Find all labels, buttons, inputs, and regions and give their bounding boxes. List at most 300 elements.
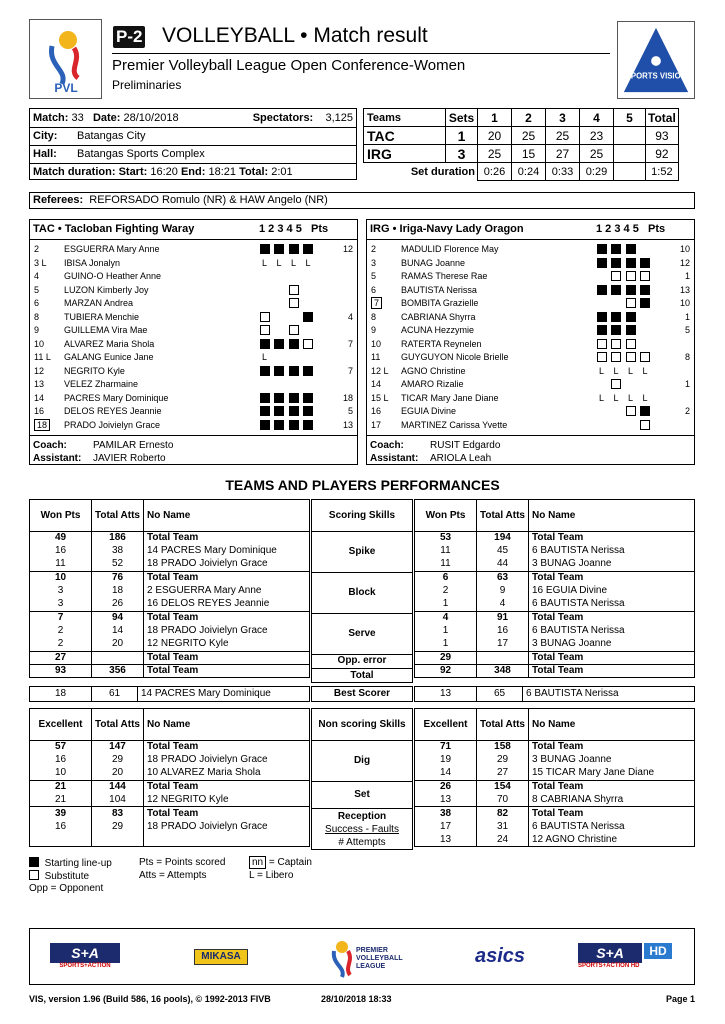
starting-lineup-icon [274, 393, 284, 403]
libero-mark: L [642, 365, 648, 376]
won-points: 2 [415, 585, 477, 598]
skill-name: Opp. error [312, 654, 413, 668]
set-participation [595, 257, 667, 270]
starting-lineup-icon [274, 420, 284, 430]
player-points: 12 [342, 244, 353, 254]
player-row [30, 365, 357, 379]
starting-lineup-icon [611, 258, 621, 268]
score-table [363, 108, 679, 181]
set-participation [258, 270, 330, 283]
total-attempts: 147 [92, 741, 144, 754]
player-number: 5 [371, 271, 377, 281]
player-name: MADULID Florence May [401, 244, 499, 254]
player-points: 1 [684, 271, 690, 281]
end-time: 18:21 [208, 166, 236, 179]
player-name: LUZON Kimberly Joy [64, 284, 149, 295]
player-points: 1 [684, 311, 690, 322]
starting-lineup-icon [597, 244, 607, 254]
starting-lineup-icon [611, 312, 621, 322]
player-row [30, 419, 357, 433]
stat-row [415, 558, 695, 571]
stat-row [415, 794, 695, 807]
substitute-icon [626, 339, 636, 349]
player-name: 8 CABRIANA Shyrra [529, 794, 695, 807]
total-attempts: 16 [477, 625, 529, 638]
won-points: 2 [30, 638, 92, 651]
title-divider [112, 53, 610, 54]
won-points: 1 [415, 598, 477, 611]
stat-row [30, 767, 310, 780]
substitute-icon [303, 339, 313, 349]
player-name: 14 PACRES Mary Dominique [144, 545, 310, 558]
won-points: 2 [30, 625, 92, 638]
libero-mark: L [627, 365, 633, 376]
libero-mark: L [276, 257, 282, 268]
set-score: 25 [580, 145, 614, 163]
skill-name: Serve [312, 613, 413, 654]
roster-set-columns [259, 220, 357, 239]
column-header: Won Pts [415, 500, 477, 532]
assistant-name: JAVIER Roberto [93, 453, 166, 464]
set-participation [595, 297, 667, 310]
starting-lineup-icon [274, 366, 284, 376]
total-attempts: 94 [92, 611, 144, 624]
player-name: BAUTISTA Nerissa [401, 284, 477, 295]
total-attempts: 31 [477, 820, 529, 833]
total-attempts: 154 [477, 780, 529, 793]
player-name: 18 PRADO Joivielyn Grace [144, 754, 310, 767]
player-number: 13 [34, 379, 45, 389]
sports-vision-logo [617, 21, 695, 99]
player-row [367, 419, 694, 433]
player-row [30, 243, 357, 257]
set-participation [595, 284, 667, 297]
stat-row [30, 820, 310, 833]
captain-box: nn [249, 856, 266, 869]
column-header: No Name [144, 500, 310, 532]
stat-row [30, 807, 310, 820]
skills-column [311, 499, 413, 683]
player-number: 10 [34, 338, 45, 349]
starting-lineup-icon [626, 244, 636, 254]
libero-mark: L [627, 392, 633, 403]
league-name: Premier Volleyball League Open Conference-Women [112, 57, 466, 74]
won-points [30, 834, 92, 847]
total-attempts: 14 [92, 625, 144, 638]
team-b-player-list [367, 243, 694, 432]
skill-name: Block [312, 572, 413, 613]
player-number: 15 L [371, 392, 389, 403]
total-attempts: 17 [477, 638, 529, 651]
start-label: Start: [118, 166, 148, 179]
best-scorer-row [414, 686, 695, 702]
spectators-count: 3,125 [325, 111, 353, 124]
player-number: 10 [371, 338, 382, 349]
team-code: IRG [364, 145, 446, 163]
starting-lineup-icon [260, 339, 270, 349]
player-row [367, 324, 694, 338]
won-points: 21 [30, 780, 92, 793]
page-title: VOLLEYBALL • Match result [162, 24, 428, 47]
stat-row [415, 767, 695, 780]
sets-won: 1 [446, 127, 478, 145]
won-points: 16 [30, 545, 92, 558]
won-points: 10 [30, 571, 92, 584]
starting-lineup-icon [611, 244, 621, 254]
skill-name: Dig [312, 741, 413, 782]
stat-row [415, 820, 695, 833]
player-name: CABRIANA Shyrra [401, 311, 476, 322]
player-name: 12 AGNO Christine [529, 834, 695, 847]
total-attempts: 29 [92, 820, 144, 833]
team-code: TAC [364, 127, 446, 145]
starting-lineup-icon [626, 325, 636, 335]
stat-row [415, 780, 695, 793]
skill-name: Spike [312, 532, 413, 573]
starting-lineup-icon [289, 366, 299, 376]
stat-row [30, 532, 310, 545]
player-number: 4 [34, 271, 40, 281]
legend-libero: L = Libero [249, 870, 294, 881]
team-b-roster [366, 219, 695, 465]
skills-column [311, 708, 413, 850]
legend-substitute: Substitute [44, 871, 90, 882]
player-points: 10 [679, 298, 690, 308]
starting-lineup-icon [597, 258, 607, 268]
coach-name: RUSIT Edgardo [430, 440, 501, 451]
player-name [144, 834, 310, 847]
total-attempts: 44 [477, 558, 529, 571]
libero-mark: L [598, 392, 604, 403]
starting-lineup-icon [274, 339, 284, 349]
player-name: EGUIA Divine [401, 406, 457, 416]
player-row [367, 351, 694, 365]
player-row [30, 378, 357, 392]
total-attempts: 83 [92, 807, 144, 820]
set-numbers: 1 2 3 4 5 [596, 223, 639, 235]
assistant-label: Assistant: [370, 453, 419, 464]
total-attempts: 52 [92, 558, 144, 571]
player-row [30, 257, 357, 271]
coach-label: Coach: [33, 440, 67, 451]
legend-starting: Starting line-up [44, 858, 112, 869]
starting-lineup-icon [640, 258, 650, 268]
substitute-icon [289, 298, 299, 308]
total-attempts: 348 [477, 664, 529, 677]
player-name: PACRES Mary Dominique [64, 392, 169, 403]
substitute-icon [260, 312, 270, 322]
pvl-logo-text: PVL [54, 81, 78, 94]
starting-lineup-icon [260, 244, 270, 254]
sponsor-strip [29, 928, 695, 985]
player-row [30, 338, 357, 352]
total-attempts: 144 [92, 780, 144, 793]
player-row [367, 297, 694, 311]
player-name: 16 EGUIA Divine [529, 585, 695, 598]
set-score [614, 127, 646, 145]
stat-row [30, 585, 310, 598]
set-duration-label: Set duration [364, 163, 478, 181]
won-points: 4 [415, 611, 477, 624]
player-points: 18 [342, 392, 353, 403]
player-row [30, 392, 357, 406]
total-attempts: 356 [92, 664, 144, 677]
player-name: ALVAREZ Maria Shola [64, 338, 155, 349]
sports-vision-text: SPORTS VISION [625, 71, 687, 81]
player-row [367, 392, 694, 406]
player-name: TUBIERA Menchie [64, 311, 140, 322]
team-b-stats-table [414, 499, 695, 678]
starting-lineup-icon [611, 285, 621, 295]
won-points: 1 [415, 625, 477, 638]
team-a-staff [30, 435, 357, 465]
stat-row [415, 807, 695, 820]
team-b-stats-table [414, 708, 695, 847]
pts-header: Pts [311, 223, 329, 235]
stat-row [415, 598, 695, 611]
won-points: 93 [30, 664, 92, 677]
player-name: BUNAG Joanne [401, 257, 466, 268]
score-header: Teams [364, 109, 446, 127]
player-row [30, 297, 357, 311]
total-time: 2:01 [271, 166, 293, 179]
set-participation [595, 365, 667, 378]
column-header: Total Atts [92, 709, 144, 741]
player-name: Total Team [144, 571, 310, 584]
won-points: 14 [415, 767, 477, 780]
player-name: 6 BAUTISTA Nerissa [529, 545, 695, 558]
set-participation [595, 243, 667, 256]
score-header: 1 [478, 109, 512, 127]
page-number: Page 1 [665, 994, 695, 1004]
player-points: 13 [342, 419, 353, 430]
player-row [367, 243, 694, 257]
set-participation [595, 392, 667, 405]
column-header: Excellent [415, 709, 477, 741]
player-number: 11 L [34, 352, 51, 362]
player-points: 13 [679, 284, 690, 295]
pts-header: Pts [648, 223, 666, 235]
substitute-icon [597, 352, 607, 362]
total-attempts: 45 [477, 545, 529, 558]
team-a-header: TAC • Tacloban Fighting Waray [30, 220, 357, 240]
stat-row [415, 545, 695, 558]
score-header: Total [646, 109, 679, 127]
starting-lineup-icon [626, 285, 636, 295]
score-header: 2 [512, 109, 546, 127]
player-name: Total Team [529, 532, 695, 545]
player-name: 10 ALVAREZ Maria Shola [144, 767, 310, 780]
libero-mark: L [642, 392, 648, 403]
starting-lineup-icon [640, 406, 650, 416]
starting-lineup-icon [303, 420, 313, 430]
player-points: 7 [347, 365, 353, 376]
player-name: AGNO Christine [401, 365, 466, 376]
won-points: 13 [415, 687, 477, 702]
score-header: 4 [580, 109, 614, 127]
won-points: 26 [415, 780, 477, 793]
starting-lineup-icon [289, 393, 299, 403]
player-number: 16 [34, 406, 45, 416]
player-number: 2 [34, 244, 40, 254]
player-name: RAMAS Therese Rae [401, 271, 488, 281]
match-number: 33 [71, 111, 84, 124]
team-a-player-list [30, 243, 357, 432]
stat-row [415, 741, 695, 754]
set-participation [595, 351, 667, 364]
stat-row [415, 754, 695, 767]
player-name: 18 PRADO Joivielyn Grace [144, 625, 310, 638]
stat-row [30, 638, 310, 651]
starting-lineup-icon [597, 325, 607, 335]
roster-set-columns [596, 220, 694, 239]
player-number: 12 [34, 365, 45, 376]
won-points: 3 [30, 585, 92, 598]
player-number: 14 [371, 379, 382, 389]
player-number: 9 [34, 325, 40, 335]
starting-lineup-icon [289, 406, 299, 416]
substitute-icon [611, 379, 621, 389]
set-score: 27 [546, 145, 580, 163]
set-score [614, 145, 646, 163]
spectators-label: Spectators: [252, 111, 314, 124]
assistant-name: ARIOLA Leah [430, 453, 492, 464]
referees-names: REFORSADO Romulo (NR) & HAW Angelo (NR) [89, 194, 328, 206]
libero-mark: L [290, 257, 296, 268]
player-points: 8 [684, 352, 690, 362]
player-points: 5 [684, 325, 690, 335]
player-name: TICAR Mary Jane Diane [401, 392, 499, 403]
player-name: NEGRITO Kyle [64, 365, 125, 376]
starting-lineup-icon [303, 393, 313, 403]
team-total: 92 [646, 145, 679, 163]
player-name: 6 BAUTISTA Nerissa [523, 687, 695, 702]
team-a-stats-table [29, 499, 310, 678]
end-label: End: [180, 166, 206, 179]
won-points: 29 [415, 651, 477, 664]
team-a-stats-table [29, 708, 310, 847]
stat-row [30, 558, 310, 571]
total-attempts: 20 [92, 767, 144, 780]
total-attempts: 158 [477, 741, 529, 754]
page-badge: P-2 [113, 26, 145, 48]
total-attempts: 9 [477, 585, 529, 598]
player-number: 11 [371, 352, 381, 362]
starting-lineup-icon [289, 339, 299, 349]
player-number: 6 [34, 298, 40, 308]
stat-row [30, 571, 310, 584]
starting-lineup-icon [289, 420, 299, 430]
player-name: DELOS REYES Jeannie [64, 406, 162, 416]
set-participation [258, 405, 330, 418]
player-name: RATERTA Reynelen [401, 338, 482, 349]
set-score: 23 [580, 127, 614, 145]
libero-mark: L [613, 365, 619, 376]
set-participation [258, 419, 330, 432]
stat-row [415, 664, 695, 677]
legend-atts: Atts = Attempts [139, 870, 207, 881]
skills-header: Non scoring Skills [312, 709, 413, 741]
skills-header: Scoring Skills [312, 500, 413, 532]
player-row [367, 338, 694, 352]
total-attempts: 27 [477, 767, 529, 780]
player-number: 9 [371, 325, 377, 335]
set-duration: 0:29 [580, 163, 614, 181]
column-header: No Name [529, 500, 695, 532]
start-time: 16:20 [150, 166, 178, 179]
hall-value: Batangas Sports Complex [77, 148, 205, 160]
starting-lineup-icon [303, 244, 313, 254]
substitute-icon [260, 325, 270, 335]
player-name: GUINO-O Heather Anne [64, 271, 162, 281]
set-score: 20 [478, 127, 512, 145]
player-number: 16 [371, 406, 382, 416]
won-points: 13 [415, 794, 477, 807]
set-participation [595, 324, 667, 337]
assistant-label: Assistant: [33, 453, 82, 464]
player-points: 5 [347, 406, 353, 416]
column-header: Total Atts [92, 500, 144, 532]
city-label: City: [33, 130, 58, 142]
substitute-icon [626, 352, 636, 362]
starting-lineup-icon [611, 325, 621, 335]
team-b-header: IRG • Iriga-Navy Lady Oragon [367, 220, 694, 240]
set-score: 25 [546, 127, 580, 145]
player-name: 18 PRADO Joivielyn Grace [144, 820, 310, 833]
won-points: 1 [415, 638, 477, 651]
libero-mark: L [261, 257, 267, 268]
player-name: Total Team [144, 651, 310, 664]
player-name: GUILLEMA Vira Mae [64, 325, 148, 335]
referees-bar [29, 192, 695, 209]
player-name: GUYGUYON Nicole Brielle [401, 352, 509, 362]
date-label: Date: [92, 111, 121, 124]
stat-row [30, 664, 310, 677]
player-row [30, 284, 357, 298]
won-points: 53 [415, 532, 477, 545]
player-name: 6 BAUTISTA Nerissa [529, 625, 695, 638]
score-header: 3 [546, 109, 580, 127]
set-participation [258, 338, 330, 351]
stat-row [30, 611, 310, 624]
coach-label: Coach: [370, 440, 404, 451]
won-points: 17 [415, 820, 477, 833]
libero-mark: L [305, 257, 311, 268]
player-name: VELEZ Zharmaine [64, 379, 139, 389]
column-header: Excellent [30, 709, 92, 741]
stat-row [30, 834, 310, 847]
player-name: MARZAN Andrea [64, 298, 134, 308]
starting-lineup-icon [260, 406, 270, 416]
set-participation [595, 378, 667, 391]
won-points: 38 [415, 807, 477, 820]
total-attempts: 76 [92, 571, 144, 584]
player-points: 1 [684, 379, 690, 389]
player-row [30, 405, 357, 419]
player-name: Total Team [529, 651, 695, 664]
team-b-staff [367, 435, 694, 465]
set-participation [258, 392, 330, 405]
substitute-icon [597, 339, 607, 349]
starting-lineup-icon [597, 285, 607, 295]
total-attempts: 104 [92, 794, 144, 807]
player-name: 6 BAUTISTA Nerissa [529, 820, 695, 833]
won-points: 6 [415, 571, 477, 584]
best-scorer-label: Best Scorer [312, 687, 413, 702]
player-name: ACUNA Hezzymie [401, 325, 475, 335]
player-name: 3 BUNAG Joanne [529, 558, 695, 571]
set-participation [595, 405, 667, 418]
